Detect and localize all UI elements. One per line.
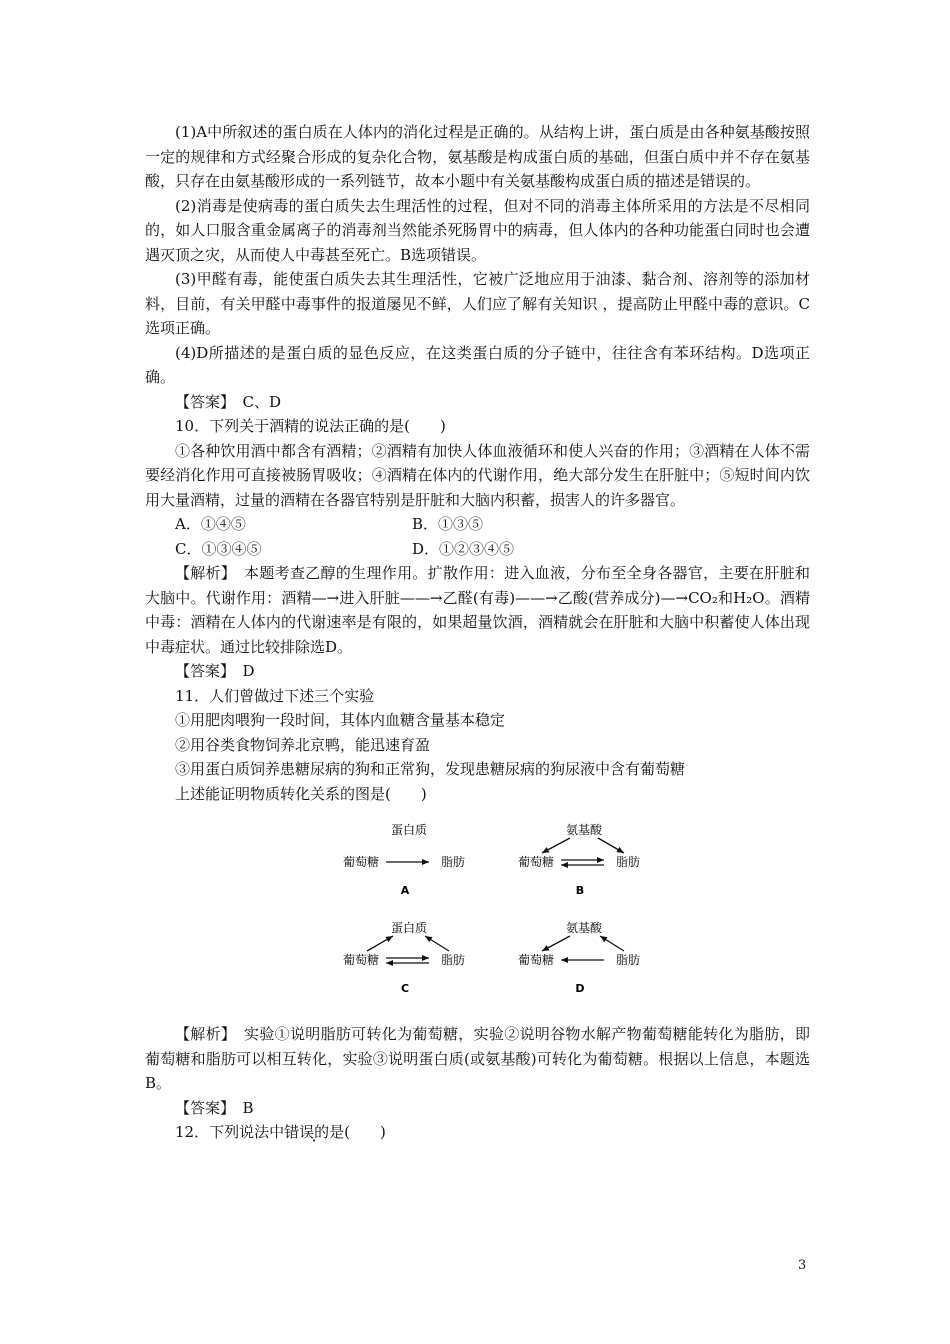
question-12-stem: 12．下列说法中错误的是( ) (175, 1123, 386, 1141)
paragraph-3: (3)甲醛有毒，能使蛋白质失去其生理活性，它被广泛地应用于油漆、黏合剂、溶剂等的添加材料，目前，有关甲醛中毒事件的报道屡见不鲜，人们应了解有关知识 ，提高防止甲醛中毒的意识。C选项正确。 (145, 270, 810, 337)
diagram-c-caption: C (400, 982, 410, 995)
answer-9: 【答案】 C、D (175, 392, 282, 411)
experiment-1: ①用肥肉喂狗一段时间，其体内血糖含量基本稳定 (175, 711, 506, 729)
option-c: C．①③④⑤ (175, 539, 262, 558)
page-number: 3 (798, 1258, 807, 1273)
question-11-stem: 11．人们曾做过下述三个实验 (175, 686, 375, 705)
diagram-a-left: 葡萄糖 (342, 855, 380, 869)
answer-10: 【答案】 D (175, 662, 255, 680)
diagram-b-top: 氨基酸 (565, 823, 603, 837)
diagram-d-top: 氨基酸 (565, 921, 603, 935)
diagram-d (510, 918, 670, 1010)
diagram-a-top: 蛋白质 (390, 823, 428, 837)
paragraph-4: (4)D所描述的是蛋白质的显色反应，在这类蛋白质的分子链中，往往含有苯环结构。D选项正确。 (145, 343, 810, 386)
arrow-glucose-to-protein (367, 936, 393, 951)
option-a: A．①④⑤ (175, 515, 246, 533)
diagram-c-left: 葡萄糖 (342, 953, 380, 967)
question-11-analysis: 【解析】 实验①说明脂肪可转化为葡萄糖，实验②说明谷物水解产物葡萄糖能转化为脂肪，即葡萄糖和脂肪可以相互转化，实验③说明蛋白质(或氨基酸)可转化为葡萄糖。根据以上信息，本题选B。 (145, 1025, 810, 1092)
paragraph-1: (1)A中所叙述的蛋白质在人体内的消化过程是正确的。从结构上讲，蛋白质是由各种氨基酸按照一定的规律和方式经聚合形成的复杂化合物，氨基酸是构成蛋白质的基础，但蛋白质中并不存在氨基酸，只存在由氨基酸形成的一系列链节，故本小题中有关氨基酸构成蛋白质的描述是错误的。 (145, 123, 810, 190)
diagram-d-caption: D (575, 982, 585, 995)
diagram-a-caption: A (400, 884, 410, 897)
diagram-b-caption: B (575, 884, 585, 897)
diagram-c-right: 脂肪 (440, 953, 466, 967)
content-column (145, 120, 810, 1145)
answer-11: 【答案】 B (175, 1098, 254, 1117)
question-10-stem: 10．下列关于酒精的说法正确的是( ) (175, 417, 446, 435)
emphasized-word: 错误 (284, 1123, 315, 1141)
diagram-b (510, 820, 670, 912)
diagram-c-top: 蛋白质 (390, 921, 428, 935)
arrow-fat-to-protein (425, 936, 449, 951)
question-10-options-row-2 (145, 537, 810, 562)
experiment-3: ③用蛋白质饲养患糖尿病的狗和正常狗，发现患糖尿病的狗尿液中含有葡萄糖 (175, 760, 686, 778)
arrow-fat-to-amino (600, 936, 624, 951)
question-10-body: ①各种饮用酒中都含有酒精；②酒精有加快人体血液循环和使人兴奋的作用；③酒精在人体不需要经消化作用可直接被肠胃吸收；④酒精在体内的代谢作用，绝大部分发生在肝脏中；⑤短时间内饮用大量酒精，过量的酒精在各器官特别是肝脏和大脑内积蓄，损害人的许多器官。 (145, 441, 810, 509)
arrow-amino-to-glucose (542, 838, 570, 853)
arrow-amino-to-fat (598, 838, 624, 853)
diagram-row-2 (145, 918, 810, 1016)
paragraph-2: (2)消毒是使病毒的蛋白质失去生理活性的过程，但对不同的消毒主体所采用的方法是不尽相同的，如人口服含重金属离子的消毒剂当然能杀死肠胃中的病毒，但人体内的各种功能蛋白同时也会遭遇灭顶之灾，从而使人中毒甚至死亡。B选项错误。 (145, 196, 810, 264)
diagram-d-right: 脂肪 (615, 953, 641, 967)
experiment-2: ②用谷类食物饲养北京鸭，能迅速育盈 (175, 735, 431, 754)
diagram-c (335, 918, 495, 1010)
diagram-b-right: 脂肪 (615, 855, 641, 869)
question-11-question: 上述能证明物质转化关系的图是( ) (175, 784, 427, 803)
diagram-b-left: 葡萄糖 (517, 855, 555, 869)
diagram-row-1 (145, 820, 810, 918)
diagram-d-left: 葡萄糖 (517, 953, 555, 967)
question-10-analysis: 【解析】 本题考查乙醇的生理作用。扩散作用：进入血液，分布至全身各器官，主要在肝脏和大脑中。代谢作用：酒精—→进入肝脏——→乙醛(有毒)——→乙酸(营养成分)—→CO₂和H₂O。酒精中毒：酒精在人体内的代谢速率是有限的，如果超量饮酒，酒精就会在肝脏和大脑中积蓄使人体出现中毒症状。通过比较排除选D。 (145, 564, 810, 656)
option-b: B．①③⑤ (412, 515, 484, 533)
option-d: D．①②③④⑤ (412, 539, 515, 558)
diagram-a (335, 820, 495, 912)
arrow-amino-to-glucose (542, 936, 570, 951)
question-10-options-row-1 (145, 512, 810, 537)
diagram-a-right: 脂肪 (440, 855, 466, 869)
